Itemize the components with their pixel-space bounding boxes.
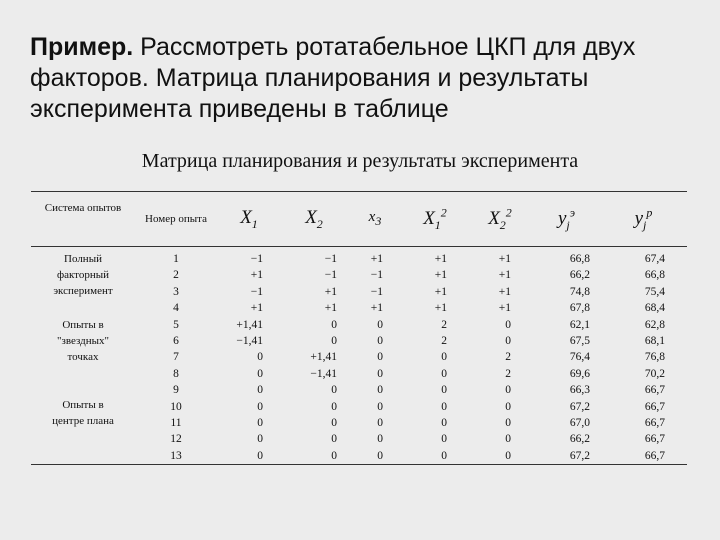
header-x3: $x_3$: [347, 192, 403, 247]
cell-n: 12: [170, 433, 182, 446]
cell-x2: 0: [331, 384, 337, 397]
cell-x2sq: +1: [498, 302, 511, 315]
header-x2: $X_2$: [281, 192, 347, 247]
group-center-points: Опыты в центре плана: [52, 399, 114, 427]
group-column: [31, 247, 135, 465]
cell-x2sq: 0: [505, 400, 511, 413]
slide-intro-text: [30, 32, 700, 125]
cell-x1x2: 0: [377, 334, 383, 347]
header-x1-squared: $X_1^2$: [403, 192, 467, 247]
cell-yp: 68,4: [644, 302, 665, 315]
cell-x1x2: −1: [370, 285, 383, 298]
cell-yp: 62,8: [644, 318, 665, 331]
cell-x2: −1: [324, 253, 337, 265]
cell-y: 69,6: [569, 367, 590, 380]
cell-y: 66,2: [569, 433, 590, 446]
cell-x2: −1: [324, 269, 337, 282]
cell-y: 66,2: [569, 269, 590, 282]
cell-x2sq: 0: [505, 318, 511, 331]
cell-x1x2: 0: [377, 318, 383, 331]
cell-x1x2: 0: [377, 384, 383, 397]
cell-yp: 67,4: [644, 253, 665, 265]
cell-y: 67,2: [569, 400, 590, 413]
cell-x1: 0: [257, 351, 263, 364]
cell-x1sq: 0: [441, 433, 447, 446]
cell-x1x2: 0: [377, 449, 383, 462]
cell-x1: 0: [257, 400, 263, 413]
cell-yp: 66,8: [644, 269, 665, 282]
group-star-points: Опыты в "звездных" точках: [57, 319, 109, 363]
cell-x1sq: 0: [441, 449, 447, 462]
cell-x2: 0: [331, 318, 337, 331]
cell-yp: 66,7: [644, 400, 665, 413]
cell-y: 76,4: [569, 351, 590, 364]
cell-n: 6: [173, 334, 179, 347]
cell-x1sq: 0: [441, 400, 447, 413]
cell-x2: +1: [324, 302, 337, 315]
intro-lead: Пример.: [30, 33, 134, 61]
cell-x1: −1: [250, 253, 263, 265]
cell-x1x2: 0: [377, 367, 383, 380]
cell-yp: 66,7: [644, 449, 665, 462]
cell-x2: 0: [331, 400, 337, 413]
cell-x1: −1,41: [236, 334, 263, 347]
cell-n: 13: [170, 449, 182, 462]
table-caption: Матрица планирования и результаты эксперимента: [141, 150, 579, 172]
column-x2-squared: [403, 247, 467, 465]
cell-yp: 66,7: [644, 433, 665, 446]
cell-x2: +1,41: [310, 351, 337, 364]
column-number: [135, 247, 217, 465]
cell-n: 11: [170, 416, 182, 429]
cell-x1: 0: [257, 416, 263, 429]
intro-body: Рассмотреть ротатабельное ЦКП для двух факторов. Матрица планирования и результаты эксперимента приведены в таблице: [30, 33, 636, 123]
cell-x1sq: +1: [434, 302, 447, 315]
cell-x2sq: 2: [505, 351, 511, 364]
cell-x2sq: 0: [505, 384, 511, 397]
cell-x1sq: 2: [441, 318, 447, 331]
cell-y: 74,8: [569, 285, 590, 298]
cell-x2: 0: [331, 449, 337, 462]
cell-x2: 0: [331, 416, 337, 429]
header-y: $y_j^э$: [533, 192, 600, 247]
cell-yp: 68,1: [644, 334, 665, 347]
cell-n: 7: [173, 351, 179, 364]
cell-x2: 0: [331, 433, 337, 446]
table-header-row: [31, 192, 687, 247]
cell-x2sq: +1: [498, 285, 511, 298]
cell-y: 67,8: [569, 302, 590, 315]
cell-yp: 70,2: [644, 367, 665, 380]
cell-x1sq: +1: [434, 269, 447, 282]
cell-x2sq: 2: [505, 367, 511, 380]
cell-x1: 0: [257, 384, 263, 397]
header-x2-squared: $X_2^2$: [467, 192, 533, 247]
cell-y: 66,8: [569, 253, 590, 265]
cell-x2: +1: [324, 285, 337, 298]
column-x2: [217, 247, 281, 465]
table-body-row: [31, 247, 687, 465]
header-number: Номер опыта: [135, 192, 217, 247]
cell-n: 1: [173, 253, 179, 265]
cell-x1x2: 0: [377, 433, 383, 446]
cell-x1sq: 0: [441, 416, 447, 429]
header-yp: $y_j^р$: [600, 192, 687, 247]
cell-x1: −1: [250, 285, 263, 298]
cell-x1x2: 0: [377, 416, 383, 429]
cell-n: 8: [173, 367, 179, 380]
cell-x1x2: −1: [370, 269, 383, 282]
cell-yp: 76,8: [644, 351, 665, 364]
cell-x1: 0: [257, 433, 263, 446]
cell-y: 66,3: [569, 384, 590, 397]
cell-x1x2: 0: [377, 351, 383, 364]
cell-x2sq: 0: [505, 433, 511, 446]
cell-x2sq: 0: [505, 449, 511, 462]
cell-y: 67,5: [569, 334, 590, 347]
cell-n: 5: [173, 318, 179, 331]
column-x1-squared: [347, 247, 403, 465]
cell-x2sq: 0: [505, 334, 511, 347]
cell-x1sq: 0: [441, 384, 447, 397]
cell-x1: 0: [257, 367, 263, 380]
cell-x1: +1: [250, 302, 263, 315]
cell-x1x2: +1: [370, 253, 383, 265]
cell-yp: 75,4: [644, 285, 665, 298]
cell-y: 62,1: [569, 318, 590, 331]
cell-x1: +1,41: [236, 318, 263, 331]
column-yp-values: [600, 247, 687, 465]
column-x3: [281, 247, 347, 465]
cell-x2: 0: [331, 334, 337, 347]
cell-n: 4: [173, 302, 179, 315]
cell-y: 67,2: [569, 449, 590, 462]
cell-x1sq: 2: [441, 334, 447, 347]
cell-x1sq: +1: [434, 285, 447, 298]
cell-x2: −1,41: [310, 367, 337, 380]
cell-x2sq: +1: [498, 253, 511, 265]
cell-yp: 66,7: [644, 416, 665, 429]
cell-yp: 66,7: [644, 384, 665, 397]
cell-x2sq: 0: [505, 416, 511, 429]
column-y: [467, 247, 533, 465]
cell-x1x2: +1: [370, 302, 383, 315]
cell-n: 10: [170, 400, 182, 413]
cell-x1sq: 0: [441, 351, 447, 364]
cell-n: 2: [173, 269, 179, 282]
cell-y: 67,0: [569, 416, 590, 429]
header-x1: $X_1$: [217, 192, 281, 247]
planning-matrix-table: [31, 191, 687, 465]
cell-n: 9: [173, 384, 179, 397]
cell-x1sq: 0: [441, 367, 447, 380]
cell-n: 3: [173, 285, 179, 298]
header-system: Система опытов: [31, 192, 135, 247]
group-full-factorial: Полный факторный эксперимент: [53, 253, 113, 297]
cell-x2sq: +1: [498, 269, 511, 282]
cell-x1sq: +1: [434, 253, 447, 265]
column-yp: [533, 247, 600, 465]
cell-x1: +1: [250, 269, 263, 282]
cell-x1x2: 0: [377, 400, 383, 413]
cell-x1: 0: [257, 449, 263, 462]
